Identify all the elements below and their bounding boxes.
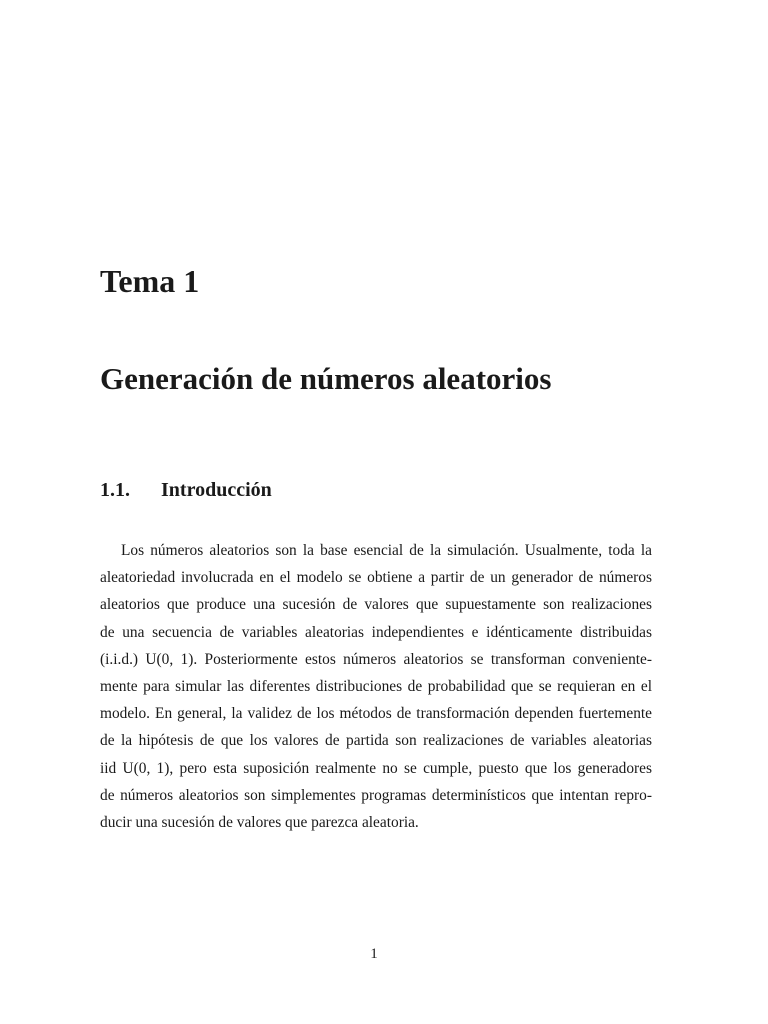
paragraph-line: de una secuencia de variables aleatorias independientes e idénticamente distribuidas <box>100 623 652 641</box>
paragraph-line: mente para simular las diferentes distribuciones de probabilidad que se requieran en el <box>100 677 652 695</box>
section-title: Introducción <box>161 479 272 501</box>
paragraph-line: ducir una sucesión de valores que parezca aleatoria. <box>100 813 419 831</box>
paragraph-line: aleatorios que produce una sucesión de valores que supuestamente son realizaciones <box>100 596 652 614</box>
paragraph-line: aleatoriedad involucrada en el modelo se obtiene a partir de un generador de números <box>100 569 652 587</box>
chapter-title: Generación de números aleatorios <box>100 361 552 396</box>
page-number: 1 <box>370 946 378 962</box>
paragraph-line: modelo. En general, la validez de los métodos de transformación dependen fuertemente <box>100 705 652 723</box>
paragraph-line: (i.i.d.) U(0, 1). Posteriormente estos números aleatorios se transforman conveniente- <box>100 650 652 668</box>
section-number: 1.1. <box>100 479 130 501</box>
paragraph-line: iid U(0, 1), pero esta suposición realmente no se cumple, puesto que los generadores <box>100 759 652 777</box>
paragraph-line: Los números aleatorios son la base esencial de la simulación. Usualmente, toda la <box>121 542 652 559</box>
section-heading <box>100 477 272 503</box>
paragraph-line: de números aleatorios son simplementes programas determinísticos que intentan repro- <box>100 786 652 804</box>
introduction-paragraph <box>100 537 652 836</box>
paragraph-line: de la hipótesis de que los valores de partida son realizaciones de variables aleatorias <box>100 732 652 750</box>
chapter-label: Tema 1 <box>100 263 200 299</box>
